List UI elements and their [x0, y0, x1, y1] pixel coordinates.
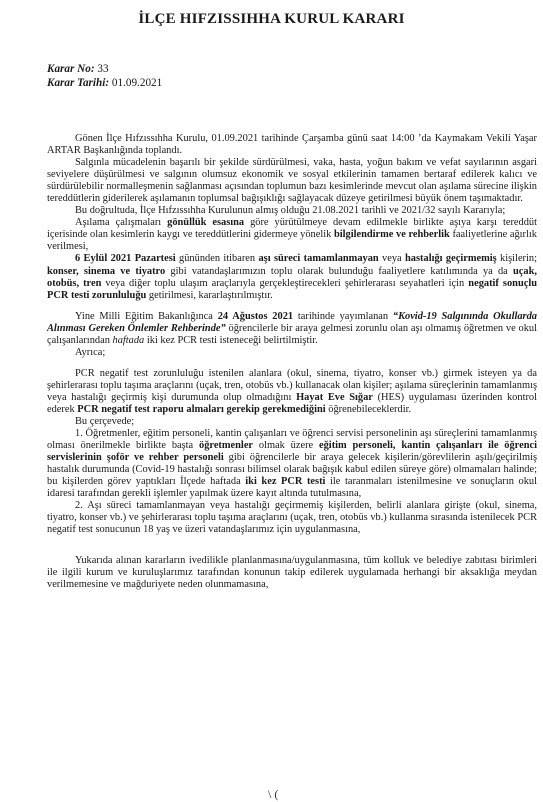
- paragraph-hes-check: PCR negatif test zorunluluğu istenilen alanlara (okul, sinema, tiyatro, konser vb.) girmek isteyen ya da şehirlerarası toplu taşıma araçlarını (uçak, tren, otobüs vb.) kullanacak olan kişiler; aşılama süreçlerinin tamamlanmış veya hastalığı geçirmiş kişi durumunda olup olmadığını Hayat Eve Sığar (HES) uygulaması üzerinden kontrol ederek PCR negatif test raporu almaları gerekip gerekmediğini öğrenebileceklerdir.: [47, 367, 537, 415]
- decision-meta: [47, 62, 162, 90]
- paragraph-item-1: 1. Öğretmenler, eğitim personeli, kantin çalışanları ve öğrenci servisi personelinin aşı süreçlerini tamamlanmış olması önerilmekle birlikte başta öğretmenler olmak üzere eğitim personeli, kantin çalışanları ile öğrenci servislerinin şoför ve rehber personeli gibi öğrencilerle bir araya gelecek kişilerin/görevlilerin aşılı/geçirilmiş hastalık durumunda (Covid-19 hastalığı sonrası bilimsel olarak bağışık kabul edilen süreye göre) olmamaları halinde; bu kişilerden görev yaptıkları İlçede haftada iki kez PCR testi ile taranmaları istenilmesine ve sonuçların okul idaresi tarafından gerekli işlemler yapılmak üzere kayıt altında tutulmasına,: [47, 428, 538, 500]
- paragraph-additionally: Ayrıca;: [75, 346, 106, 358]
- decision-number-row: [47, 62, 162, 76]
- decision-date-row: [47, 76, 162, 90]
- paragraph-framework: Bu çerçevede;: [75, 416, 135, 428]
- document-title: İLÇE HIFZISSIHHA KURUL KARARI: [138, 11, 405, 27]
- decision-date-label: Karar Tarihi:: [47, 77, 110, 89]
- decision-number-label: Karar No:: [47, 63, 95, 75]
- decision-date-value: 01.09.2021: [111, 77, 163, 89]
- paragraph-implementation: Yukarıda alınan kararların ivedilikle planlanmasına/uygulanmasına, tüm kolluk ve belediye zabıtası birimleri ile ilgili kurum ve kuruluşlarımız tarafından konunun takip edilerek uygulamada herhangi bir aksaklığa meydan verilmemesine ve mağduriyete neden olunmamasına,: [47, 554, 537, 590]
- paragraph-meeting: Gönen İlçe Hıfzıssıhha Kurulu, 01.09.2021 tarihinde Çarşamba günü saat 14:00 ’da Kaymakam Vekili Yaşar ARTAR Başkanlığında toplandı.: [47, 133, 537, 157]
- paragraph-vaccination: Aşılama çalışmaları gönüllük esasına göre yürütülmeye devam edilmekle birlikte aşıya karşı tereddüt içerisinde olan kesimlerin kaygı ve tereddütlerini gidermeye yönelik bilgilendirme ve rehberlik faaliyetlerine ağırlık verilmesi,: [47, 217, 538, 253]
- decision-number-value: 33: [97, 63, 109, 75]
- paragraph-context: Salgınla mücadelenin başarılı bir şekilde sürdürülmesi, vaka, hasta, yoğun bakım ve vefat sayılarının asgari seviyelere düşürülmesi ve salgının olumsuz ekonomik ve sosyal etkilerinin tamamen bertaraf edilerek kalıcı ve sürdürülebilir normalleşmenin sağlanması açısından toplumun bazı kesimlerinde mevcut olan aşılama sürecine ilişkin tereddütlerin giderilerek aşılamanın toplumsal bağışıklığı sağlayacak düzeye getirilmesi büyük önem taşımaktadır.: [47, 157, 537, 205]
- paragraph-reference: Bu doğrultuda, İlçe Hıfzıssıhha Kurulunun almış olduğu 21.08.2021 tarihli ve 2021/32 sayılı Kararıyla;: [75, 205, 506, 217]
- paragraph-ministry-guide: Yine Milli Eğitim Bakanlığınca 24 Ağustos 2021 tarihinde yayımlanan “Kovid-19 Salgınında Okullarda Alınması Gereken Önlemler Rehberinde” öğrencilerle bir araya gelmesi zorunlu olan aşı olmamış öğretmen ve okul çalışanlarından haftada iki kez PCR testi isteneceği belirtilmiştir.: [47, 310, 537, 346]
- paragraph-item-2: 2. Aşı süreci tamamlanmayan veya hastalığı geçirmemiş kişilerden, belirli alanlara girişte (okul, sinema, tiyatro, konser vb.) ve şehirlerarası toplu taşıma araçlarını (uçak, tren, otobüs vb.) kullanma sırasında istenilecek PCR negatif test sonucunun 18 yaş ve üzeri vatandaşlarımız için uygulanmasına,: [47, 500, 537, 536]
- paragraph-pcr-requirement: 6 Eylül 2021 Pazartesi gününden itibaren aşı süreci tamamlanmayan veya hastalığı geçirmemiş kişilerin; konser, sinema ve tiyatro gibi vatandaşlarımızın toplu olarak bulunduğu faaliyetlere katılımında ya da uçak, otobüs, tren veya diğer toplu ulaşım araçlarıyla gerçekleştirecekleri şehirlerarası seyahatleri için negatif sonuçlu PCR testi zorunluluğu getirilmesi, kararlaştırılmıştır.: [47, 253, 537, 301]
- page-mark: \ (: [268, 787, 279, 801]
- document-body: [47, 133, 537, 591]
